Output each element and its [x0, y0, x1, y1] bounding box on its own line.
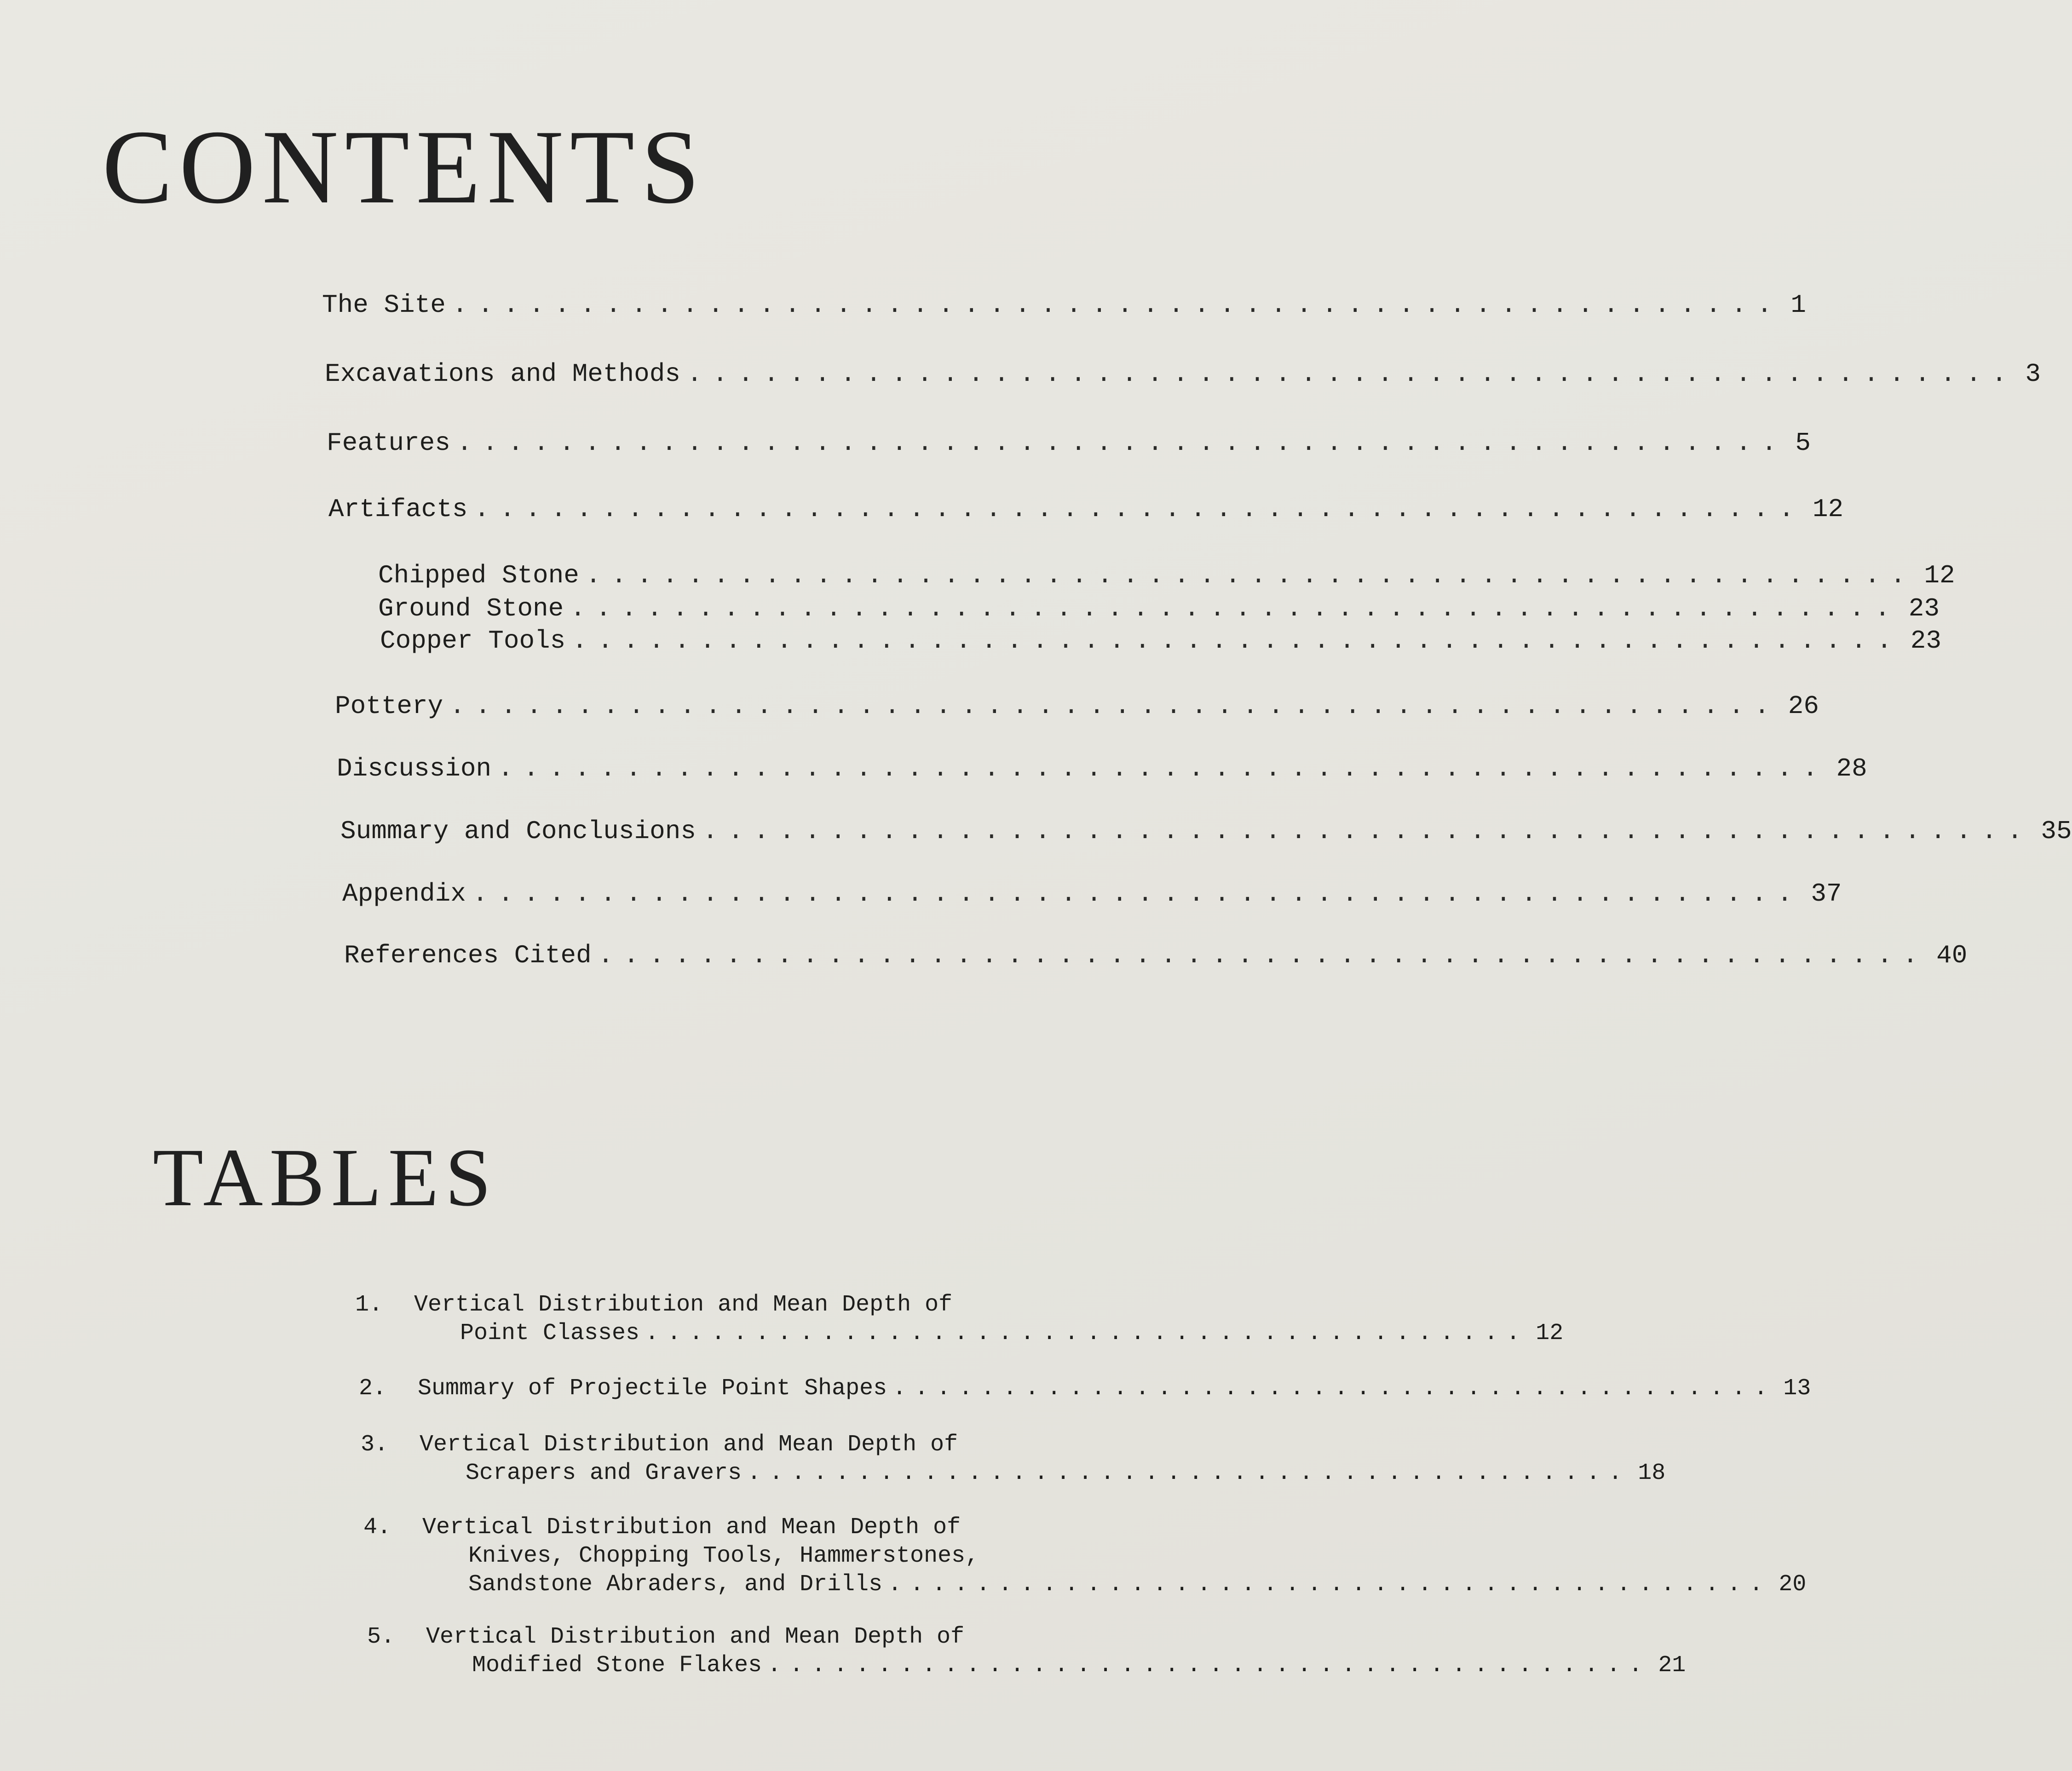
toc-entry	[335, 690, 1819, 722]
table-entry-line: Vertical Distribution and Mean Depth of	[426, 1624, 965, 1650]
toc-entry-label: Pottery	[335, 691, 443, 721]
toc-entry	[344, 939, 1968, 972]
dot-leader: ....................................................	[702, 816, 2033, 846]
toc-entry-page: 1	[1790, 290, 1806, 320]
toc-entry	[328, 493, 1844, 525]
dot-leader: ....................................................	[585, 561, 1916, 590]
dot-leader: ........................................	[892, 1375, 1776, 1402]
table-entry-page: 20	[1778, 1571, 1807, 1598]
table-entry-number: 1.	[355, 1292, 383, 1318]
table-entry	[359, 1374, 1811, 1407]
contents-heading: CONTENTS	[102, 108, 707, 225]
dot-leader: ........................................	[645, 1320, 1529, 1346]
toc-entry-label: Excavations and Methods	[325, 359, 680, 389]
toc-entry	[322, 289, 1806, 321]
dot-leader: ........................................	[747, 1460, 1631, 1486]
table-entry-number: 5.	[367, 1624, 395, 1650]
dot-leader: ....................................................	[452, 290, 1783, 320]
toc-entry	[380, 625, 1941, 657]
table-entry	[367, 1623, 1686, 1683]
table-entry	[355, 1291, 1564, 1351]
dot-leader: ....................................................	[472, 879, 1803, 908]
toc-entry-page: 3	[2025, 359, 2041, 389]
table-entry-page: 13	[1783, 1375, 1811, 1402]
toc-entry-page: 12	[1812, 494, 1844, 524]
table-entry	[361, 1431, 1666, 1490]
table-entry-number: 2.	[359, 1375, 387, 1402]
toc-entry-label: Chipped Stone	[378, 561, 579, 590]
toc-entry	[342, 878, 1842, 910]
toc-entry-label: Artifacts	[328, 494, 468, 524]
table-entry-line: Scrapers and Gravers	[466, 1460, 742, 1486]
table-entry	[363, 1513, 1807, 1601]
toc-entry-label: Copper Tools	[380, 626, 566, 656]
toc-entry-label: Discussion	[337, 754, 492, 783]
toc-entry-label: Ground Stone	[378, 594, 564, 623]
dot-leader: ....................................................	[449, 691, 1780, 721]
toc-entry	[378, 592, 1940, 625]
toc-entry-label: Appendix	[342, 879, 466, 908]
dot-leader: ........................................	[888, 1571, 1772, 1598]
table-entry-line: Point Classes	[460, 1320, 640, 1346]
table-entry-page: 18	[1638, 1460, 1666, 1486]
toc-entry	[325, 358, 2041, 390]
toc-entry	[327, 427, 1811, 459]
toc-entry-page: 37	[1811, 879, 1842, 908]
table-entry-number: 4.	[363, 1514, 391, 1541]
table-entry-line: Summary of Projectile Point Shapes	[418, 1375, 887, 1402]
toc-entry-page: 35	[2041, 816, 2072, 846]
table-entry-line: Modified Stone Flakes	[472, 1652, 762, 1679]
toc-entry-page: 26	[1788, 691, 1819, 721]
toc-entry-page: 28	[1836, 754, 1867, 783]
dot-leader: ....................................................	[686, 359, 2017, 389]
toc-entry-label: The Site	[322, 290, 446, 320]
dot-leader: ....................................................	[570, 594, 1900, 623]
table-entry-line: Sandstone Abraders, and Drills	[468, 1571, 883, 1598]
toc-entry-page: 5	[1795, 428, 1811, 458]
dot-leader: ....................................................	[598, 941, 1928, 970]
toc-entry	[337, 753, 1867, 785]
table-entry-line: Knives, Chopping Tools, Hammerstones,	[468, 1543, 979, 1569]
toc-entry-page: 23	[1910, 626, 1941, 656]
table-entry-number: 3.	[361, 1432, 389, 1458]
dot-leader: ....................................................	[474, 494, 1804, 524]
table-entry-page: 21	[1658, 1652, 1686, 1679]
tables-heading: TABLES	[153, 1132, 498, 1223]
table-entry-line: Vertical Distribution and Mean Depth of	[420, 1432, 958, 1458]
dot-leader: ....................................................	[498, 754, 1828, 783]
toc-entry-label: Features	[327, 428, 450, 458]
table-entry-page: 12	[1536, 1320, 1564, 1346]
dot-leader: ........................................	[767, 1652, 1651, 1679]
toc-entry-label: References Cited	[344, 941, 592, 970]
toc-entry-page: 40	[1936, 941, 1968, 970]
table-entry-line: Vertical Distribution and Mean Depth of	[414, 1292, 953, 1318]
toc-entry-page: 23	[1908, 594, 1940, 623]
dot-leader: ....................................................	[456, 428, 1787, 458]
dot-leader: ....................................................	[572, 626, 1902, 656]
toc-entry-page: 12	[1924, 561, 1955, 590]
table-entry-line: Vertical Distribution and Mean Depth of	[422, 1514, 961, 1541]
toc-entry-label: Summary and Conclusions	[340, 816, 696, 846]
toc-entry	[378, 559, 1955, 592]
toc-entry	[340, 815, 2072, 847]
